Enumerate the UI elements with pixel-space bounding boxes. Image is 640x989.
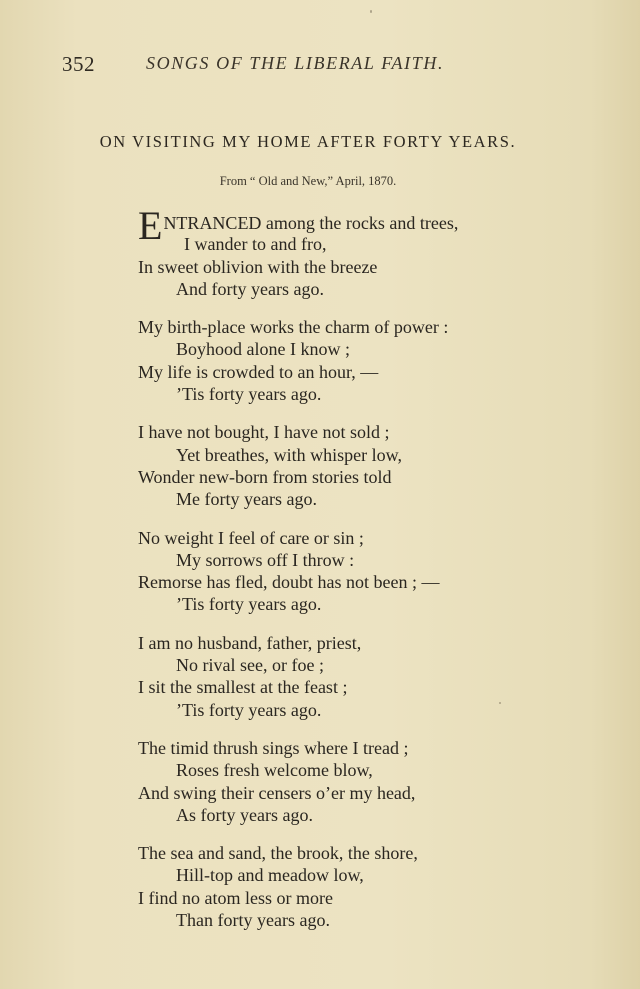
stanza-4 xyxy=(138,527,578,616)
poem-line: My sorrows off I throw : xyxy=(176,549,355,570)
poem-line: Than forty years ago. xyxy=(176,910,330,931)
poem-line: And forty years ago. xyxy=(176,278,324,299)
poem-line: No weight I feel of care or sin ; xyxy=(138,527,364,548)
poem-line: Roses fresh welcome blow, xyxy=(176,760,373,781)
poem-line: Hill-top and meadow low, xyxy=(176,865,364,886)
poem-line: I find no atom less or more xyxy=(138,887,333,908)
poem-line: I have not bought, I have not sold ; xyxy=(138,422,390,443)
poem-line: I sit the smallest at the feast ; xyxy=(138,677,348,698)
running-title: SONGS OF THE LIBERAL FAITH. xyxy=(146,53,445,73)
stanza-5 xyxy=(138,632,578,721)
poem-line: Wonder new-born from stories told xyxy=(138,466,392,487)
poem-line: Remorse has fled, doubt has not been ; — xyxy=(138,572,440,593)
poem-line: ’Tis forty years ago. xyxy=(176,384,322,405)
poem-line: Yet breathes, with whisper low, xyxy=(176,444,402,465)
first-line-rest: NTRANCED among the rocks and trees, xyxy=(163,213,459,233)
poem-line: The timid thrush sings where I tread ; xyxy=(138,737,409,758)
stanza-7 xyxy=(138,842,578,931)
poem-line: The sea and sand, the brook, the shore, xyxy=(138,843,418,864)
poem-source: From “ Old and New,” April, 1870. xyxy=(219,174,397,188)
stanza-6 xyxy=(138,737,578,826)
poem-line: I am no husband, father, priest, xyxy=(138,632,362,653)
poem-line: No rival see, or foe ; xyxy=(176,655,324,676)
poem-line: I wander to and fro, xyxy=(184,234,327,255)
drop-cap: E xyxy=(138,203,163,248)
poem-line: In sweet oblivion with the breeze xyxy=(138,256,378,277)
poem-line: Me forty years ago. xyxy=(176,489,317,510)
poem-title: ON VISITING MY HOME AFTER FORTY YEARS. xyxy=(99,132,517,151)
poem-line: My life is crowded to an hour, — xyxy=(138,361,379,382)
poem-line: Boyhood alone I know ; xyxy=(176,339,350,360)
stanza-2 xyxy=(138,316,578,405)
poem-line: ’Tis forty years ago. xyxy=(176,594,322,615)
paper-speck xyxy=(499,702,501,704)
page-number: 352 xyxy=(62,52,95,76)
paper-speck xyxy=(370,10,372,13)
poem-line: My birth-place works the charm of power : xyxy=(138,317,449,338)
running-head xyxy=(62,52,582,78)
poem-line: As forty years ago. xyxy=(176,804,313,825)
poem-body xyxy=(138,203,578,947)
poem-line: And swing their censers o’er my head, xyxy=(138,782,416,803)
stanza-1 xyxy=(138,203,578,300)
stanza-3 xyxy=(138,421,578,510)
poem-line: ’Tis forty years ago. xyxy=(176,699,322,720)
